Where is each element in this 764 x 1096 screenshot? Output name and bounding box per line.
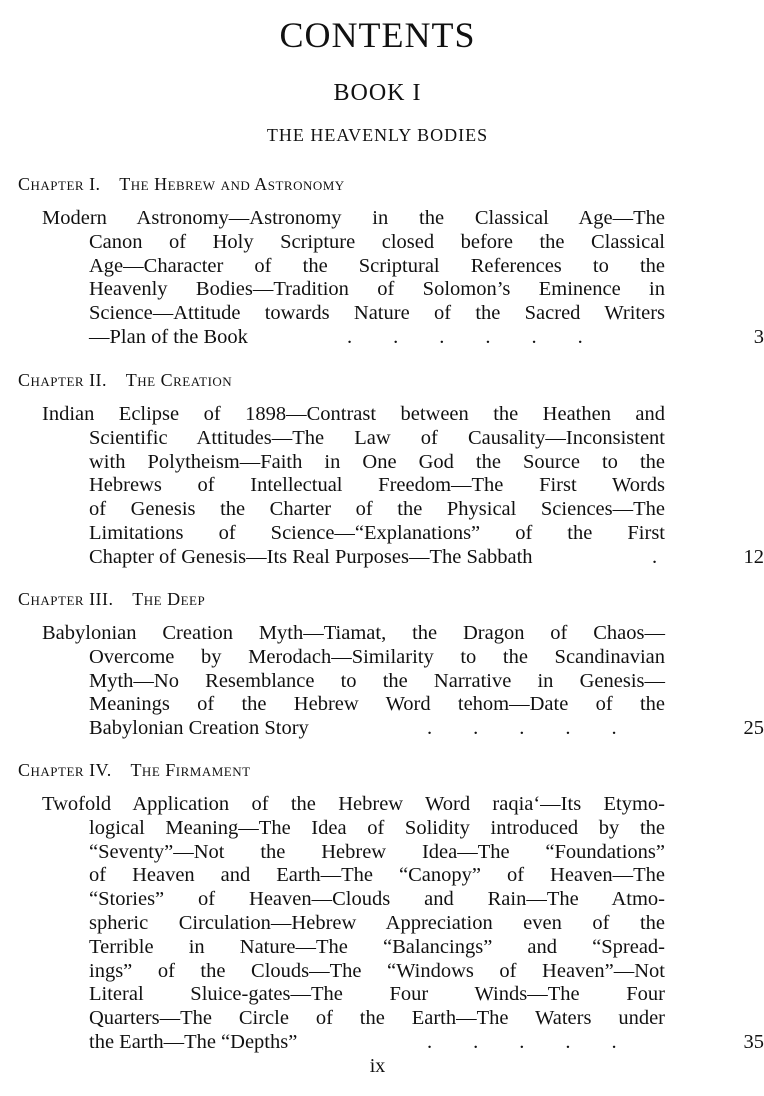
chapter-heading bbox=[18, 370, 738, 391]
summary-line: Babylonian Creation Story bbox=[89, 717, 309, 740]
book-title: THE HEAVENLY BODIES bbox=[266, 125, 489, 145]
chapter-title: The Deep bbox=[132, 589, 206, 609]
dot-leader: . bbox=[652, 545, 658, 568]
summary-line: of Genesis the Charter of the Physical Sciences—The bbox=[89, 498, 665, 521]
summary-line-last bbox=[42, 1030, 764, 1055]
summary-line: Age—Character of the Scriptural References to the bbox=[89, 254, 665, 277]
summary-line: ings” of the Clouds—The “Windows of Heaven”—Not bbox=[89, 959, 665, 982]
page-number: 3 bbox=[753, 325, 764, 348]
summary-line: Myth—No Resemblance to the Narrative in Genesis— bbox=[89, 669, 665, 692]
summary-line: logical Meaning—The Idea of Solidity introduced by the bbox=[89, 816, 665, 839]
summary-line: Literal Sluice-gates—The Four Winds—The Four bbox=[89, 983, 665, 1006]
chapter-title: The Creation bbox=[125, 370, 233, 390]
chapter-heading bbox=[18, 589, 738, 610]
chapter-summary bbox=[42, 207, 764, 350]
dot-leader: . . . . . . bbox=[347, 325, 583, 348]
chapter-summary bbox=[42, 793, 764, 1055]
chapter-title: The Hebrew and Astronomy bbox=[119, 174, 345, 194]
summary-line-last bbox=[42, 545, 764, 570]
chapter-number: Chapter II. bbox=[18, 370, 108, 390]
summary-line: Meanings of the Hebrew Word tehom—Date of the bbox=[89, 693, 665, 716]
dot-leader: . . . . . bbox=[427, 717, 617, 740]
summary-line: Quarters—The Circle of the Earth—The Waters under bbox=[89, 1007, 665, 1030]
summary-line: of Heaven and Earth—The “Canopy” of Heaven—The bbox=[89, 864, 665, 887]
summary-line: the Earth—The “Depths” bbox=[89, 1030, 298, 1053]
chapter-number: Chapter I. bbox=[18, 174, 101, 194]
summary-line: Chapter of Genesis—Its Real Purposes—The Sabbath bbox=[89, 545, 533, 568]
chapter-number: Chapter IV. bbox=[18, 760, 112, 780]
summary-line: Limitations of Science—“Explanations” of the First bbox=[89, 521, 665, 544]
page-number: 12 bbox=[743, 545, 764, 568]
summary-line-last bbox=[42, 325, 764, 350]
dot-leader: . . . . . bbox=[427, 1030, 617, 1053]
summary-line-last bbox=[42, 717, 764, 741]
summary-line: Terrible in Nature—The “Balancings” and “Spread- bbox=[89, 935, 665, 958]
page-title: CONTENTS bbox=[279, 15, 476, 55]
summary-line: Babylonian Creation Myth—Tiamat, the Dragon of Chaos— bbox=[42, 622, 665, 644]
chapter-title: The Firmament bbox=[130, 760, 251, 780]
chapter-heading bbox=[18, 174, 738, 195]
summary-line: with Polytheism—Faith in One God the Source to the bbox=[89, 450, 665, 473]
page-number: 25 bbox=[743, 717, 764, 740]
chapter-number: Chapter III. bbox=[18, 589, 114, 609]
summary-line: Science—Attitude towards Nature of the Sacred Writers bbox=[89, 302, 665, 325]
summary-line: —Plan of the Book bbox=[89, 325, 248, 348]
page-number: 35 bbox=[743, 1030, 764, 1053]
chapter-summary bbox=[42, 622, 764, 741]
summary-line: Twofold Application of the Hebrew Word raqia‘—Its Etymo- bbox=[42, 793, 665, 815]
chapter-summary bbox=[42, 403, 764, 570]
book-heading: BOOK I bbox=[333, 80, 422, 106]
summary-line: “Seventy”—Not the Hebrew Idea—The “Foundations” bbox=[89, 840, 665, 863]
summary-line: Heavenly Bodies—Tradition of Solomon’s Eminence in bbox=[89, 278, 665, 301]
summary-line: Indian Eclipse of 1898—Contrast between the Heathen and bbox=[42, 403, 665, 425]
folio: ix bbox=[369, 1055, 386, 1077]
summary-line: Overcome by Merodach—Similarity to the Scandinavian bbox=[89, 645, 665, 668]
summary-line: Scientific Attitudes—The Law of Causality—Inconsistent bbox=[89, 426, 665, 449]
summary-line: spheric Circulation—Hebrew Appreciation even of the bbox=[89, 911, 665, 934]
summary-line: “Stories” of Heaven—Clouds and Rain—The Atmo- bbox=[89, 888, 665, 911]
summary-line: Modern Astronomy—Astronomy in the Classical Age—The bbox=[42, 207, 665, 229]
chapter-heading bbox=[18, 760, 738, 781]
summary-line: Canon of Holy Scripture closed before the Classical bbox=[89, 230, 665, 253]
summary-line: Hebrews of Intellectual Freedom—The First Words bbox=[89, 474, 665, 497]
